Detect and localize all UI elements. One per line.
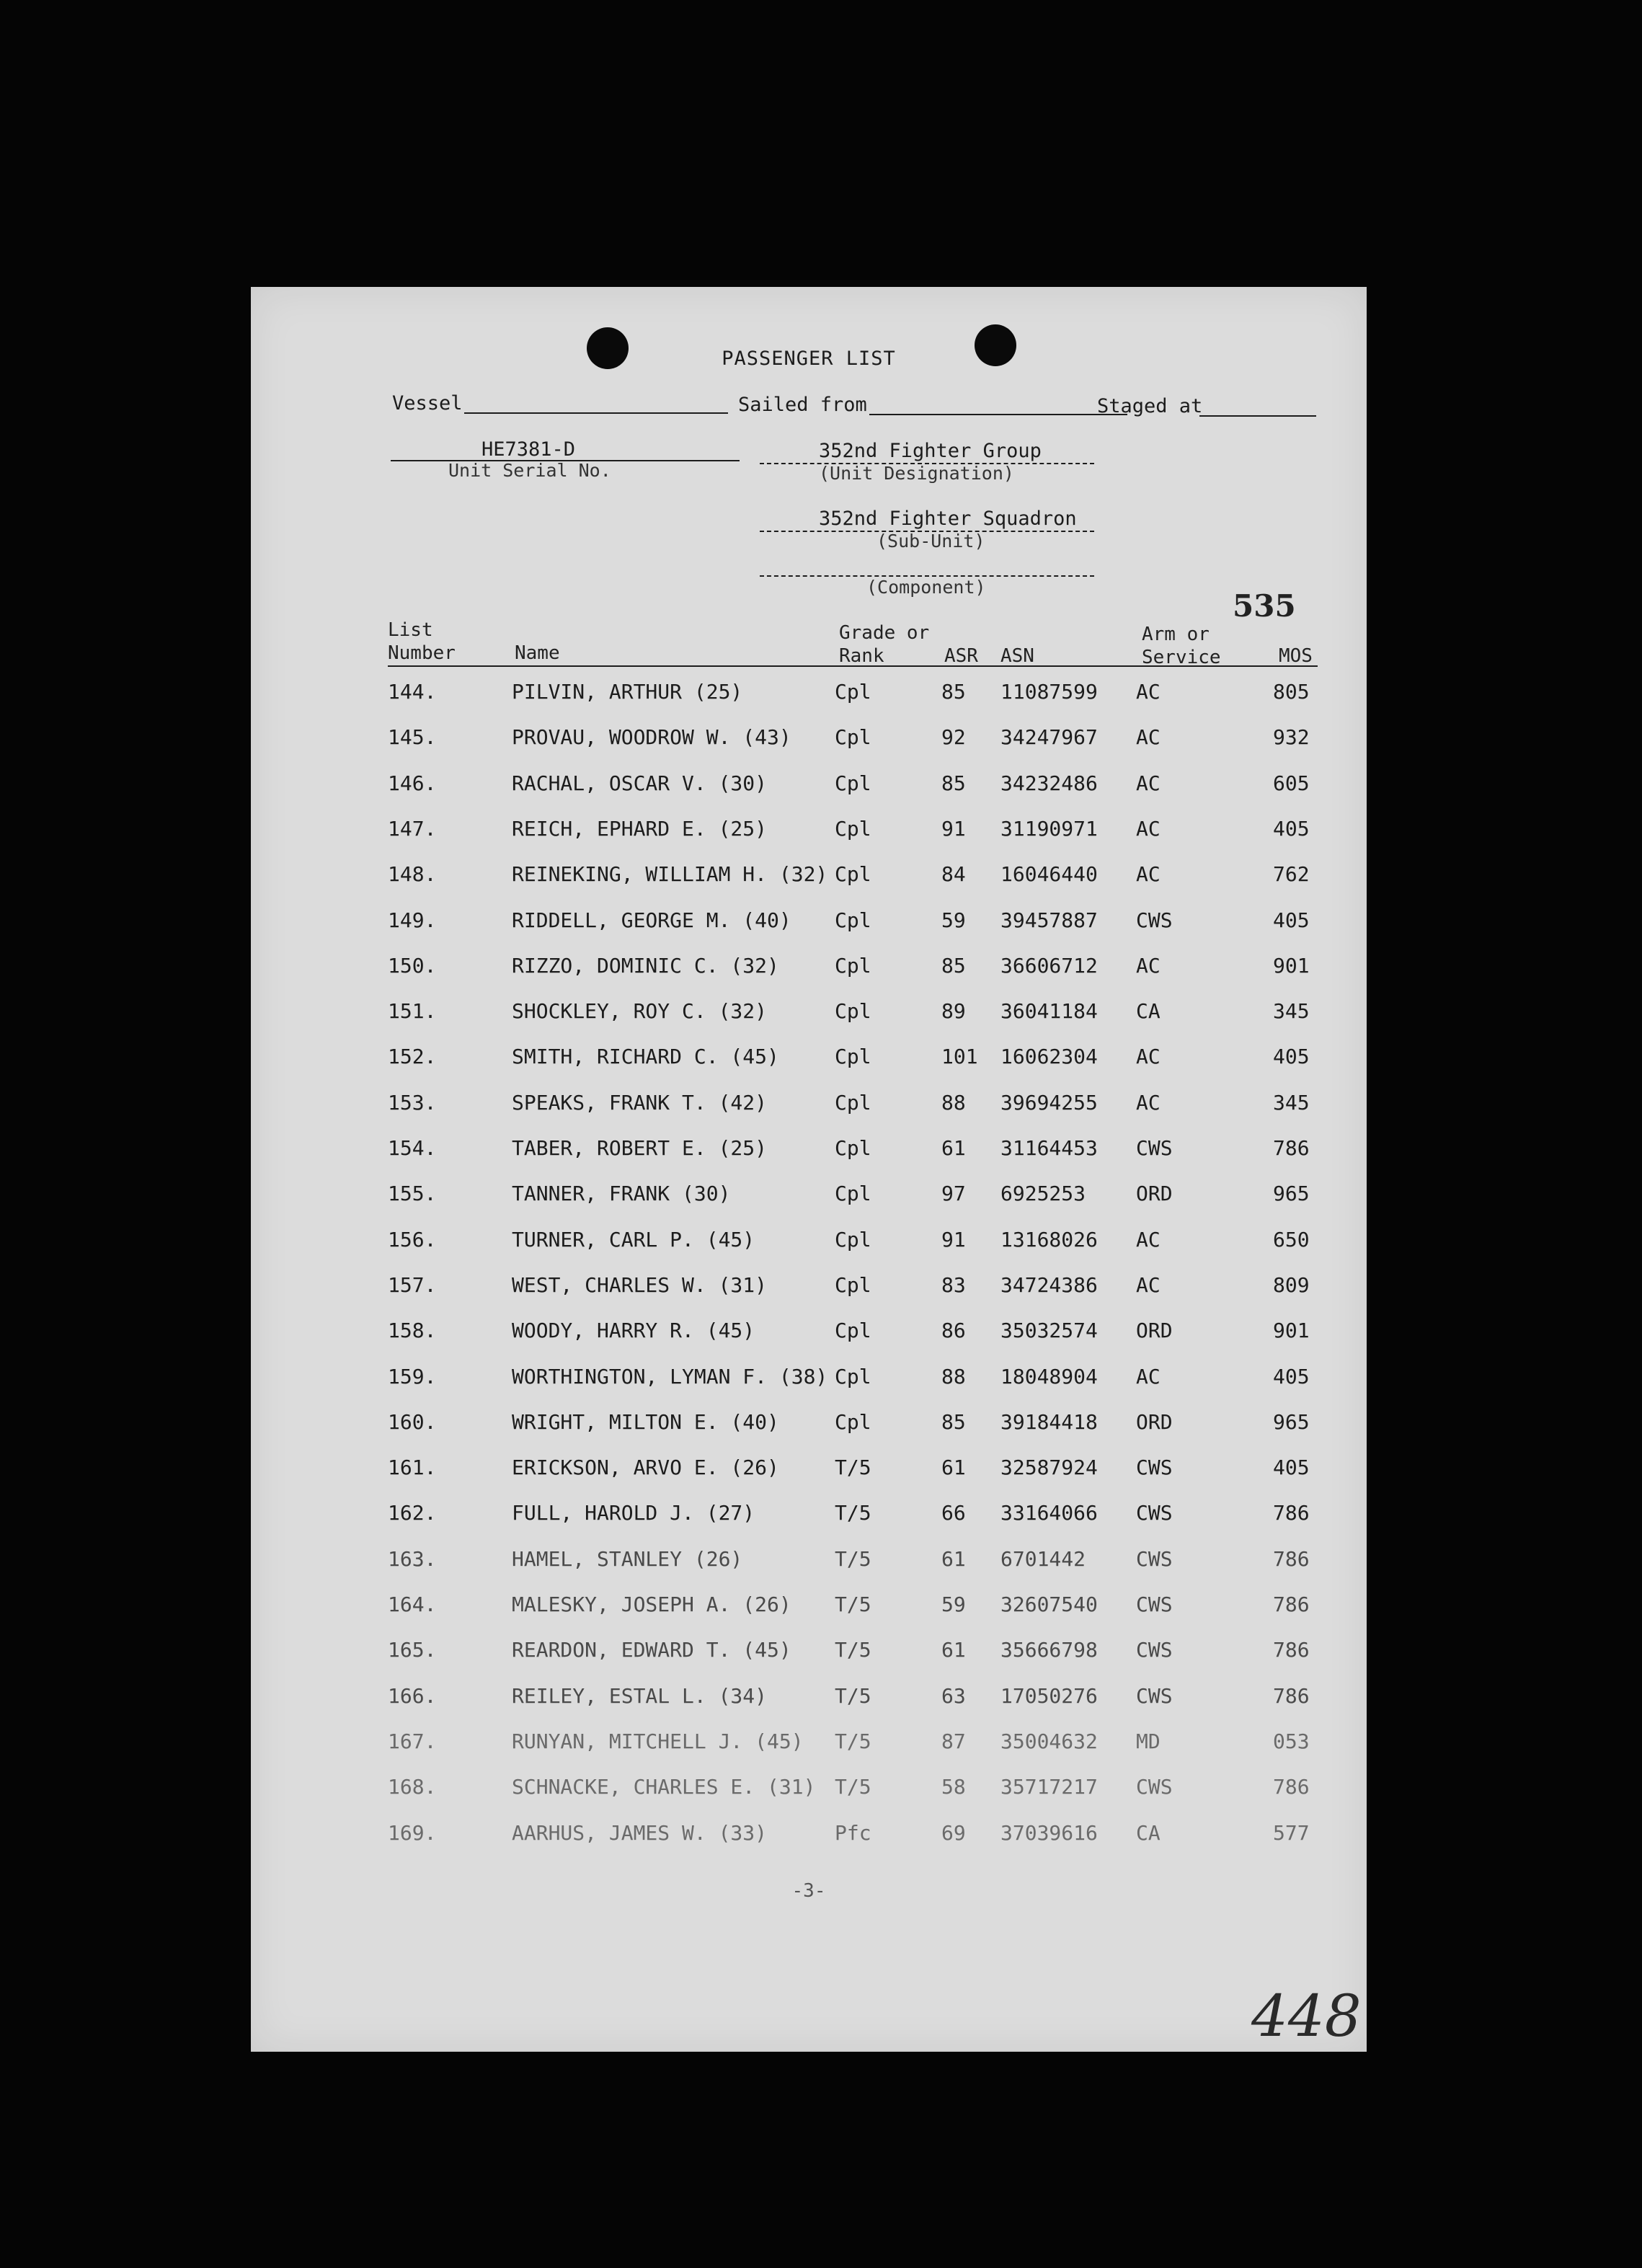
passenger-name: SPEAKS, FRANK T. (42) (512, 1091, 768, 1115)
arm-service: CWS (1136, 1501, 1173, 1525)
list-number: 147. (388, 817, 437, 841)
header-list-number-line2: Number (388, 642, 456, 664)
subunit-value: 352nd Fighter Squadron (819, 508, 1077, 530)
asr-value: 61 (941, 1136, 966, 1160)
arm-service: AC (1136, 817, 1161, 841)
vessel-label: Vessel (392, 392, 463, 415)
unit-designation-value: 352nd Fighter Group (819, 440, 1042, 462)
table-row (251, 1501, 1367, 1544)
asn-value: 16062304 (1000, 1045, 1098, 1068)
grade-rank: T/5 (835, 1638, 871, 1662)
table-row (251, 1684, 1367, 1727)
list-number: 161. (388, 1456, 437, 1479)
unit-serial-caption: Unit Serial No. (448, 460, 611, 481)
document-page (251, 287, 1367, 2052)
asr-value: 87 (941, 1729, 966, 1753)
asr-value: 61 (941, 1456, 966, 1479)
table-row (251, 954, 1367, 997)
table-row (251, 680, 1367, 723)
grade-rank: Cpl (835, 1228, 871, 1252)
document-title: PASSENGER LIST (722, 347, 896, 370)
grade-rank: Cpl (835, 771, 871, 795)
table-row (251, 1319, 1367, 1362)
arm-service: CWS (1136, 1547, 1173, 1571)
arm-service: AC (1136, 1273, 1161, 1297)
grade-rank: Cpl (835, 680, 871, 704)
mos-code: 965 (1273, 1182, 1310, 1205)
header-grade-line2: Rank (839, 645, 884, 667)
table-row (251, 1045, 1367, 1088)
arm-service: ORD (1136, 1410, 1173, 1434)
grade-rank: T/5 (835, 1684, 871, 1708)
table-row (251, 1228, 1367, 1271)
header-list-number (388, 619, 456, 665)
list-number: 145. (388, 725, 437, 749)
passenger-name: REICH, EPHARD E. (25) (512, 817, 768, 841)
arm-service: AC (1136, 1228, 1161, 1252)
asn-value: 33164066 (1000, 1501, 1098, 1525)
header-arm (1142, 623, 1221, 669)
list-number: 156. (388, 1228, 437, 1252)
table-row (251, 771, 1367, 815)
mos-code: 405 (1273, 1456, 1310, 1479)
asr-value: 85 (941, 771, 966, 795)
table-row (251, 908, 1367, 952)
mos-code: 345 (1273, 999, 1310, 1023)
list-number: 148. (388, 862, 437, 886)
passenger-name: REARDON, EDWARD T. (45) (512, 1638, 791, 1662)
list-number: 168. (388, 1775, 437, 1799)
arm-service: AC (1136, 1365, 1161, 1388)
asn-value: 39457887 (1000, 908, 1098, 932)
asn-value: 17050276 (1000, 1684, 1098, 1708)
grade-rank: Cpl (835, 1365, 871, 1388)
mos-code: 577 (1273, 1821, 1310, 1845)
arm-service: AC (1136, 725, 1161, 749)
asn-value: 39694255 (1000, 1091, 1098, 1115)
asr-value: 85 (941, 1410, 966, 1434)
mos-code: 405 (1273, 1365, 1310, 1388)
list-number: 144. (388, 680, 437, 704)
arm-service: AC (1136, 862, 1161, 886)
passenger-name: WOODY, HARRY R. (45) (512, 1319, 755, 1342)
passenger-name: PILVIN, ARTHUR (25) (512, 680, 743, 704)
sailed-from-label: Sailed from (738, 394, 867, 416)
asr-value: 97 (941, 1182, 966, 1205)
table-row (251, 1729, 1367, 1773)
mos-code: 805 (1273, 680, 1310, 704)
mos-code: 405 (1273, 908, 1310, 932)
arm-service: CWS (1136, 1456, 1173, 1479)
vessel-line (464, 412, 728, 414)
unit-designation-caption: (Unit Designation) (819, 463, 1014, 484)
asn-value: 11087599 (1000, 680, 1098, 704)
header-list-number-line1: List (388, 619, 433, 641)
arm-service: AC (1136, 1045, 1161, 1068)
passenger-name: RIZZO, DOMINIC C. (32) (512, 954, 779, 978)
grade-rank: T/5 (835, 1547, 871, 1571)
list-number: 158. (388, 1319, 437, 1342)
grade-rank: Cpl (835, 817, 871, 841)
asn-value: 36041184 (1000, 999, 1098, 1023)
asr-value: 86 (941, 1319, 966, 1342)
asr-value: 58 (941, 1775, 966, 1799)
asn-value: 37039616 (1000, 1821, 1098, 1845)
mos-code: 786 (1273, 1501, 1310, 1525)
passenger-name: TABER, ROBERT E. (25) (512, 1136, 768, 1160)
grade-rank: Cpl (835, 1045, 871, 1068)
passenger-name: AARHUS, JAMES W. (33) (512, 1821, 768, 1845)
asr-value: 91 (941, 817, 966, 841)
list-number: 163. (388, 1547, 437, 1571)
table-row (251, 725, 1367, 768)
asr-value: 59 (941, 908, 966, 932)
list-number: 151. (388, 999, 437, 1023)
grade-rank: Pfc (835, 1821, 871, 1845)
asn-value: 6701442 (1000, 1547, 1086, 1571)
table-row (251, 1775, 1367, 1818)
page-number: 535 (1233, 588, 1296, 624)
arm-service: ORD (1136, 1319, 1173, 1342)
asn-value: 6925253 (1000, 1182, 1086, 1205)
handwritten-number: 448 (1251, 1983, 1362, 2050)
mos-code: 786 (1273, 1638, 1310, 1662)
mos-code: 786 (1273, 1136, 1310, 1160)
table-row (251, 1547, 1367, 1590)
list-number: 169. (388, 1821, 437, 1845)
header-grade-line1: Grade or (839, 622, 930, 644)
grade-rank: Cpl (835, 725, 871, 749)
asn-value: 34247967 (1000, 725, 1098, 749)
asr-value: 61 (941, 1638, 966, 1662)
header-arm-line2: Service (1142, 647, 1221, 668)
grade-rank: Cpl (835, 1182, 871, 1205)
header-mos: MOS (1279, 645, 1313, 667)
table-row (251, 999, 1367, 1042)
table-row (251, 862, 1367, 905)
asn-value: 35666798 (1000, 1638, 1098, 1662)
mos-code: 932 (1273, 725, 1310, 749)
header-rule (388, 665, 1318, 667)
grade-rank: Cpl (835, 1136, 871, 1160)
asn-value: 31164453 (1000, 1136, 1098, 1160)
table-row (251, 1136, 1367, 1179)
mos-code: 405 (1273, 817, 1310, 841)
asr-value: 88 (941, 1091, 966, 1115)
list-number: 152. (388, 1045, 437, 1068)
passenger-name: SHOCKLEY, ROY C. (32) (512, 999, 768, 1023)
list-number: 159. (388, 1365, 437, 1388)
arm-service: CWS (1136, 1136, 1173, 1160)
table-row (251, 1638, 1367, 1681)
arm-service: CWS (1136, 1593, 1173, 1616)
arm-service: CWS (1136, 1775, 1173, 1799)
asn-value: 34232486 (1000, 771, 1098, 795)
asn-value: 36606712 (1000, 954, 1098, 978)
asr-value: 85 (941, 680, 966, 704)
asr-value: 84 (941, 862, 966, 886)
table-row (251, 817, 1367, 860)
list-number: 149. (388, 908, 437, 932)
mos-code: 786 (1273, 1547, 1310, 1571)
asn-value: 32587924 (1000, 1456, 1098, 1479)
arm-service: MD (1136, 1729, 1161, 1753)
list-number: 162. (388, 1501, 437, 1525)
mos-code: 786 (1273, 1684, 1310, 1708)
grade-rank: T/5 (835, 1456, 871, 1479)
mos-code: 901 (1273, 1319, 1310, 1342)
asn-value: 13168026 (1000, 1228, 1098, 1252)
asr-value: 69 (941, 1821, 966, 1845)
mos-code: 786 (1273, 1593, 1310, 1616)
footer-page-number: -3- (791, 1880, 826, 1902)
grade-rank: T/5 (835, 1593, 871, 1616)
mos-code: 345 (1273, 1091, 1310, 1115)
arm-service: AC (1136, 1091, 1161, 1115)
asn-value: 31190971 (1000, 817, 1098, 841)
table-row (251, 1091, 1367, 1134)
table-row (251, 1821, 1367, 1864)
asr-value: 85 (941, 954, 966, 978)
asr-value: 89 (941, 999, 966, 1023)
passenger-name: RUNYAN, MITCHELL J. (45) (512, 1729, 804, 1753)
passenger-name: RIDDELL, GEORGE M. (40) (512, 908, 791, 932)
table-row (251, 1273, 1367, 1316)
passenger-name: RACHAL, OSCAR V. (30) (512, 771, 768, 795)
passenger-name: FULL, HAROLD J. (27) (512, 1501, 755, 1525)
mos-code: 786 (1273, 1775, 1310, 1799)
header-asn: ASN (1000, 645, 1034, 667)
passenger-name: WORTHINGTON, LYMAN F. (38) (512, 1365, 828, 1388)
grade-rank: Cpl (835, 1091, 871, 1115)
arm-service: AC (1136, 954, 1161, 978)
passenger-name: PROVAU, WOODROW W. (43) (512, 725, 791, 749)
grade-rank: Cpl (835, 1319, 871, 1342)
list-number: 154. (388, 1136, 437, 1160)
arm-service: ORD (1136, 1182, 1173, 1205)
list-number: 153. (388, 1091, 437, 1115)
asn-value: 35004632 (1000, 1729, 1098, 1753)
passenger-name: TANNER, FRANK (30) (512, 1182, 731, 1205)
arm-service: AC (1136, 680, 1161, 704)
asr-value: 92 (941, 725, 966, 749)
mos-code: 901 (1273, 954, 1310, 978)
grade-rank: Cpl (835, 908, 871, 932)
asr-value: 66 (941, 1501, 966, 1525)
grade-rank: Cpl (835, 862, 871, 886)
passenger-name: SMITH, RICHARD C. (45) (512, 1045, 779, 1068)
staged-at-line (1199, 415, 1316, 417)
asr-value: 61 (941, 1547, 966, 1571)
table-row (251, 1410, 1367, 1453)
grade-rank: Cpl (835, 954, 871, 978)
arm-service: CWS (1136, 908, 1173, 932)
arm-service: CWS (1136, 1684, 1173, 1708)
passenger-name: ERICKSON, ARVO E. (26) (512, 1456, 779, 1479)
mos-code: 405 (1273, 1045, 1310, 1068)
list-number: 157. (388, 1273, 437, 1297)
asn-value: 16046440 (1000, 862, 1098, 886)
arm-service: CWS (1136, 1638, 1173, 1662)
arm-service: CA (1136, 1821, 1161, 1845)
grade-rank: T/5 (835, 1729, 871, 1753)
list-number: 150. (388, 954, 437, 978)
asn-value: 34724386 (1000, 1273, 1098, 1297)
grade-rank: T/5 (835, 1501, 871, 1525)
asn-value: 35032574 (1000, 1319, 1098, 1342)
subunit-caption: (Sub-Unit) (877, 531, 985, 552)
asr-value: 101 (941, 1045, 978, 1068)
header-arm-line1: Arm or (1142, 624, 1210, 645)
unit-serial-value: HE7381-D (481, 438, 576, 461)
table-row (251, 1365, 1367, 1408)
list-number: 167. (388, 1729, 437, 1753)
list-number: 166. (388, 1684, 437, 1708)
passenger-name: MALESKY, JOSEPH A. (26) (512, 1593, 791, 1616)
list-number: 155. (388, 1182, 437, 1205)
asr-value: 91 (941, 1228, 966, 1252)
list-number: 146. (388, 771, 437, 795)
table-row (251, 1456, 1367, 1499)
header-name: Name (515, 642, 560, 664)
asn-value: 32607540 (1000, 1593, 1098, 1616)
mos-code: 809 (1273, 1273, 1310, 1297)
passenger-name: WRIGHT, MILTON E. (40) (512, 1410, 779, 1434)
asr-value: 59 (941, 1593, 966, 1616)
grade-rank: T/5 (835, 1775, 871, 1799)
table-row (251, 1593, 1367, 1636)
grade-rank: Cpl (835, 1410, 871, 1434)
asr-value: 63 (941, 1684, 966, 1708)
component-caption: (Component) (866, 577, 986, 598)
passenger-name: REILEY, ESTAL L. (34) (512, 1684, 768, 1708)
passenger-name: HAMEL, STANLEY (26) (512, 1547, 743, 1571)
passenger-name: SCHNACKE, CHARLES E. (31) (512, 1775, 816, 1799)
passenger-name: WEST, CHARLES W. (31) (512, 1273, 768, 1297)
asn-value: 18048904 (1000, 1365, 1098, 1388)
asn-value: 35717217 (1000, 1775, 1098, 1799)
asr-value: 88 (941, 1365, 966, 1388)
mos-code: 965 (1273, 1410, 1310, 1434)
header-grade (839, 621, 929, 668)
mos-code: 053 (1273, 1729, 1310, 1753)
arm-service: AC (1136, 771, 1161, 795)
list-number: 165. (388, 1638, 437, 1662)
staged-at-label: Staged at (1097, 395, 1203, 417)
asn-value: 39184418 (1000, 1410, 1098, 1434)
asr-value: 83 (941, 1273, 966, 1297)
grade-rank: Cpl (835, 999, 871, 1023)
mos-code: 605 (1273, 771, 1310, 795)
arm-service: CA (1136, 999, 1161, 1023)
table-row (251, 1182, 1367, 1225)
mos-code: 762 (1273, 862, 1310, 886)
list-number: 160. (388, 1410, 437, 1434)
passenger-name: TURNER, CARL P. (45) (512, 1228, 755, 1252)
grade-rank: Cpl (835, 1273, 871, 1297)
sailed-from-line (869, 414, 1127, 415)
header-asr: ASR (944, 645, 978, 667)
list-number: 164. (388, 1593, 437, 1616)
passenger-name: REINEKING, WILLIAM H. (32) (512, 862, 828, 886)
mos-code: 650 (1273, 1228, 1310, 1252)
